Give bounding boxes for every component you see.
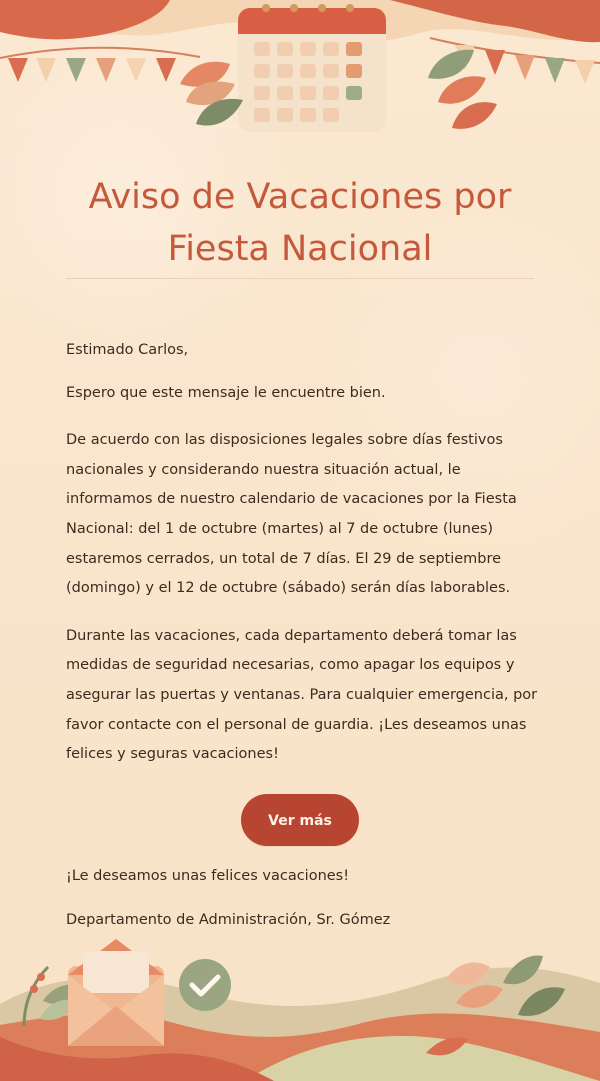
page-title: Aviso de Vacaciones por Fiesta Nacional [88,177,512,269]
signature-text: Departamento de Administración, Sr. Gómez [66,912,391,928]
leaf-icon [180,50,497,129]
body-paragraph-2: Durante las vacaciones, cada departamento deberá tomar las medidas de seguridad necesarias, como apagar los equipos y asegurar las puertas y ventanas. Para cualquier emergencia, por favor contacte con el personal de guardia. ¡Les deseamos unas felices y seguras vacaciones! [66,627,538,763]
calendar-icon [238,4,386,132]
intro-text: Espero que este mensaje le encuentre bien. [66,384,386,401]
closing-text: ¡Le deseamos unas felices vacaciones! [66,868,350,884]
leaf-icon [24,955,565,1055]
email-body [66,336,538,770]
see-more-button[interactable]: Ver más [241,794,359,846]
bunting-icon [8,45,595,84]
greeting-text: Estimado Carlos, [66,342,189,358]
check-icon [179,959,231,1011]
title-divider [66,278,534,279]
header-illustration [0,0,600,160]
envelope-icon [68,939,164,1046]
footer-illustration [0,911,600,1081]
body-paragraph-1: De acuerdo con las disposiciones legales sobre días festivos nacionales y considerando nuestra situación actual, le informamos de nuestro calendario de vacaciones por la Fiesta Nacional: del 1 de octubre (martes) al 7 de octubre (lunes) estaremos cerrados, un total de 7 días. El 29 de septiembre (domingo) y el 12 de octubre (sábado) serán días laborables. [66,432,517,597]
